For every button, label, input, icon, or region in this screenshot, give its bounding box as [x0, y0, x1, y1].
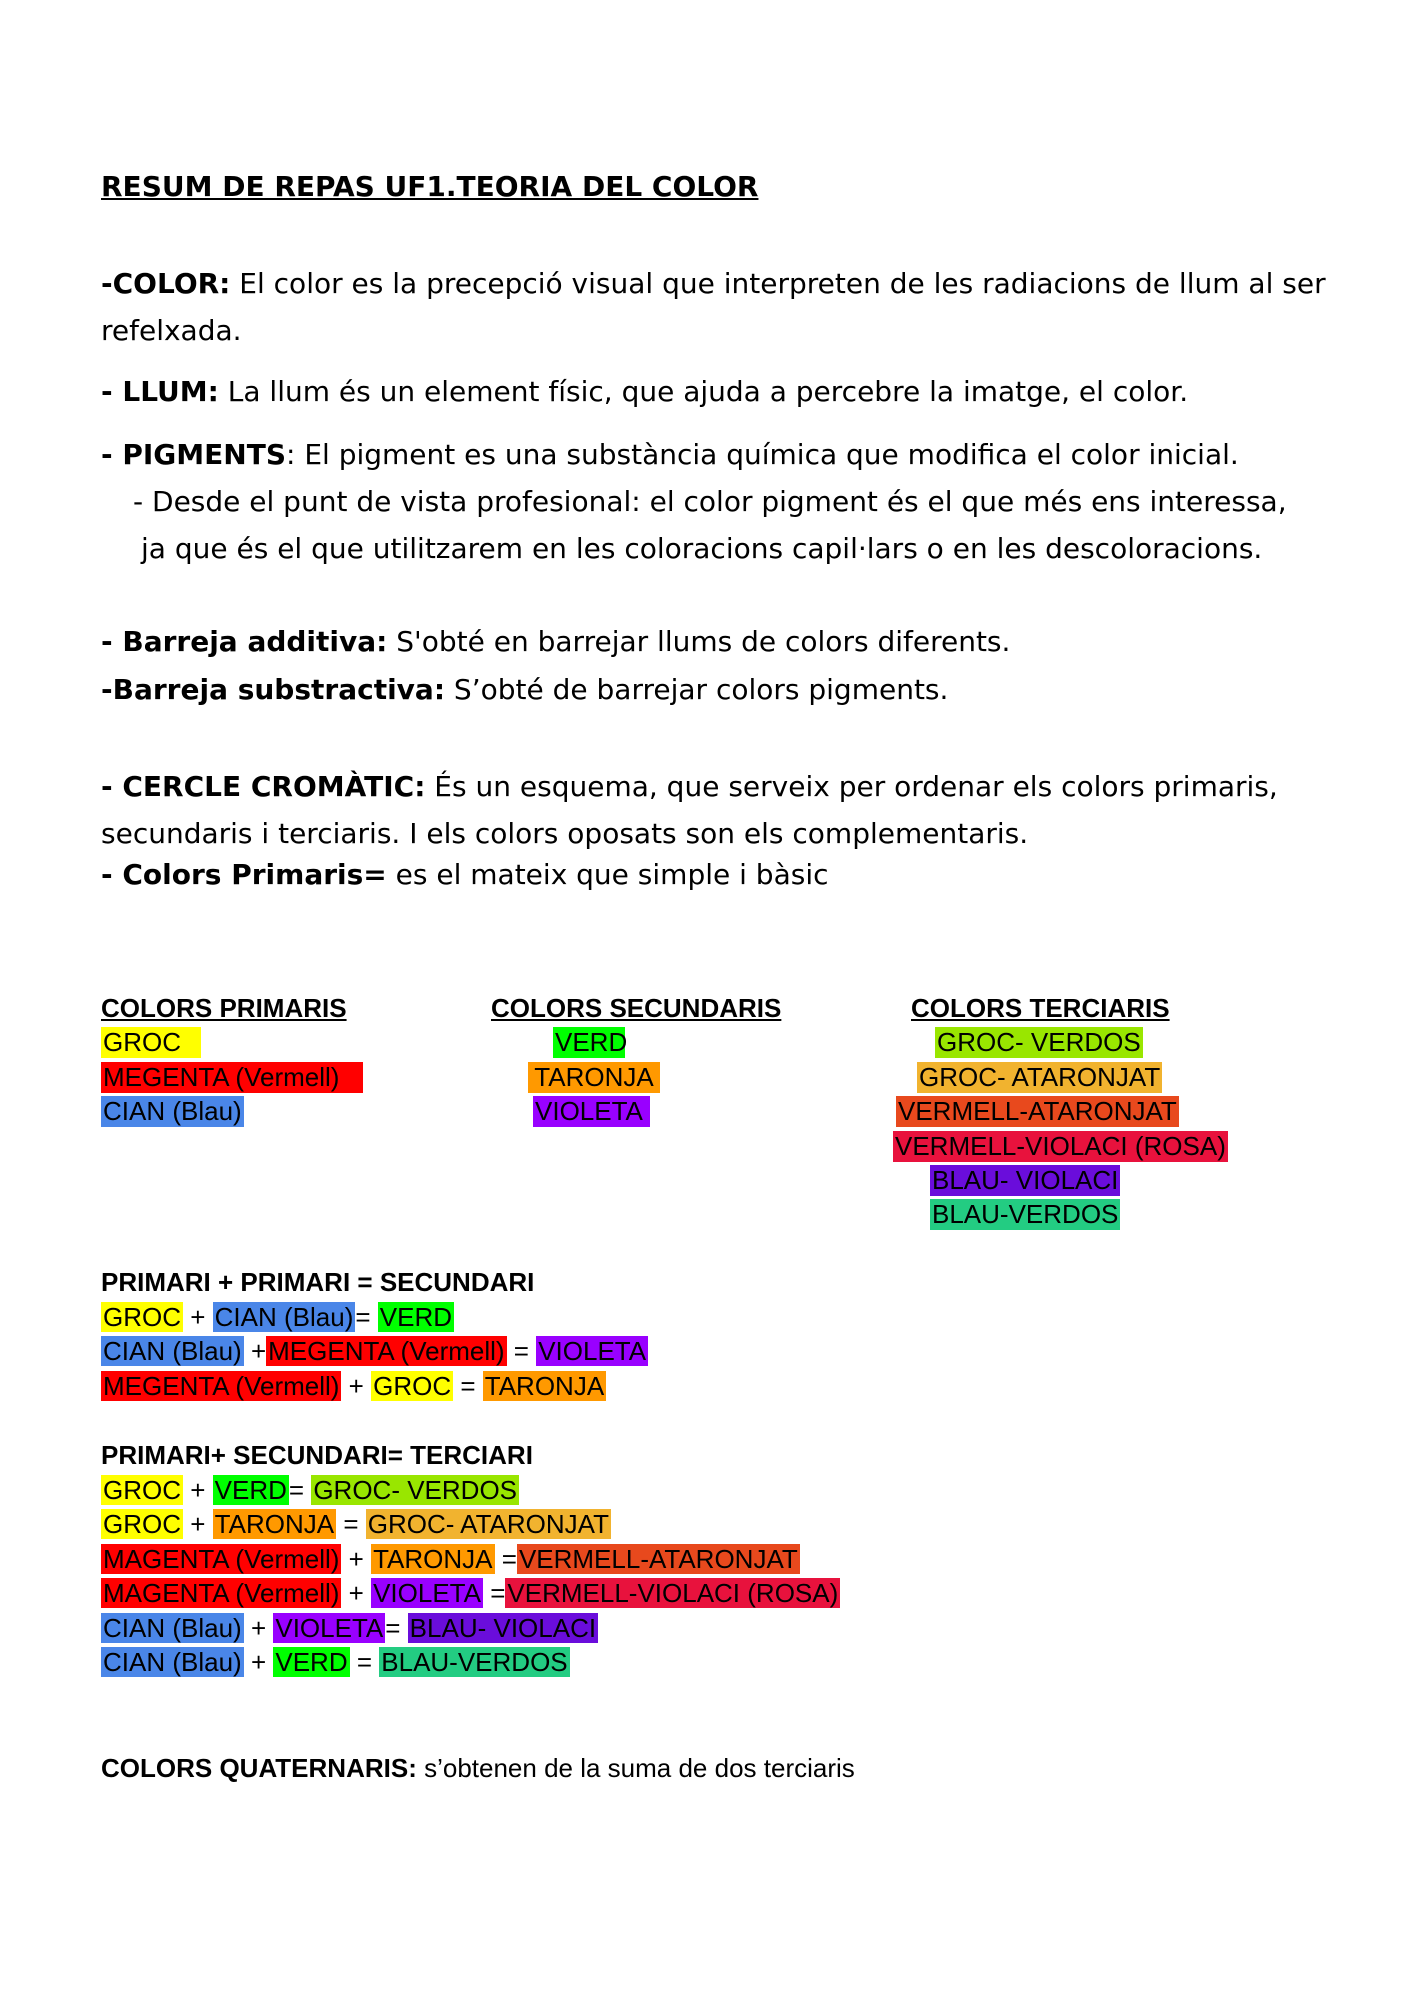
terciaris-header: COLORS TERCIARIS [911, 993, 1170, 1023]
primary-color-item: GROC [101, 1027, 201, 1058]
color-chip: TARONJA [484, 1371, 605, 1401]
pst-equation-row [101, 1475, 519, 1506]
cercle-text: És un esquema, que serveix per ordenar els colors primaris, secundaris i terciaris. I els colors oposats son els complementaris. [101, 770, 1278, 850]
color-chip: MAGENTA (Vermell) [103, 1578, 340, 1608]
equals-sign: = [355, 1302, 371, 1332]
substractiva-label: -Barreja substractiva: [101, 673, 446, 706]
color-chip: MEGENTA (Vermell) [268, 1336, 505, 1366]
tertiary-color-item: BLAU-VERDOS [932, 1199, 1119, 1229]
pst-equation-row [101, 1544, 800, 1575]
primaris-text: es el mateix que simple i bàsic [386, 858, 829, 891]
equals-sign: = [288, 1475, 305, 1505]
substractiva-text: S’obté de barrejar colors pigments. [445, 673, 949, 706]
pst-header: PRIMARI+ SECUNDARI= TERCIARI [101, 1440, 533, 1470]
color-chip: VERD [214, 1475, 287, 1505]
color-chip: GROC [103, 1302, 181, 1332]
pst-equation-row [101, 1509, 611, 1540]
equals-sign: = [385, 1613, 401, 1643]
plus-sign: + [348, 1544, 364, 1574]
tertiary-color-item: GROC- VERDOS [937, 1027, 1141, 1057]
color-chip: VERD [379, 1302, 453, 1332]
equals-sign: = [490, 1578, 506, 1608]
color-text: El color es la precepció visual que interpreten de les radiacions de llum al ser refelxada. [101, 267, 1326, 347]
plus-sign: + [190, 1509, 206, 1539]
color-chip: MAGENTA (Vermell) [103, 1544, 340, 1574]
color-chip: VERMELL-ATARONJAT [518, 1544, 798, 1574]
color-chip: VIOLETA [373, 1578, 481, 1608]
plus-sign: + [250, 1336, 267, 1366]
equals-sign: = [513, 1336, 529, 1366]
plus-sign: + [348, 1371, 364, 1401]
pigments-subpoint-1: - Desde el punt de vista profesional: el color pigment és el que més ens interessa, [133, 485, 1287, 518]
equals-sign: = [343, 1509, 359, 1539]
additiva-text: S'obté en barrejar llums de colors diferents. [387, 625, 1011, 658]
color-chip: GROC- VERDOS [313, 1475, 518, 1505]
ps-header: PRIMARI + PRIMARI = SECUNDARI [101, 1267, 535, 1297]
page-title: RESUM DE REPAS UF1.TEORIA DEL COLOR [101, 170, 759, 203]
secondary-color-item: VERD [555, 1027, 628, 1057]
color-definition [101, 260, 1361, 354]
tertiary-color-item: GROC- ATARONJAT [919, 1062, 1161, 1092]
color-chip: GROC [373, 1371, 452, 1401]
primaris-label: - Colors Primaris= [101, 858, 387, 891]
equals-sign: = [356, 1647, 373, 1677]
color-chip: TARONJA [373, 1544, 493, 1574]
ps-equation-row [101, 1336, 648, 1367]
secondary-color-item: TARONJA [528, 1062, 660, 1093]
color-chip: VIOLETA [275, 1613, 384, 1643]
secondary-color-item: VIOLETA [533, 1096, 650, 1127]
color-chip: MEGENTA (Vermell) [103, 1371, 340, 1401]
plus-sign: + [250, 1613, 267, 1643]
color-chip: VIOLETA [538, 1336, 647, 1366]
equals-sign: = [501, 1544, 517, 1574]
color-chip: CIAN (Blau) [103, 1647, 242, 1677]
color-chip: GROC- ATARONJAT [367, 1509, 609, 1539]
plus-sign: + [348, 1578, 364, 1608]
quaternaris-label: COLORS QUATERNARIS: [101, 1753, 417, 1783]
llum-definition [101, 375, 1188, 408]
color-chip: CIAN (Blau) [103, 1613, 242, 1643]
primary-color-item: CIAN (Blau) [103, 1096, 242, 1126]
color-chip: GROC [103, 1475, 181, 1505]
additiva-definition [101, 625, 1010, 658]
primary-color-item: MEGENTA (Vermell) [101, 1062, 363, 1093]
pigments-text: : El pigment es una substància química que modifica el color inicial. [285, 438, 1239, 471]
quaternaris-text: s’obtenen de la suma de dos terciaris [416, 1753, 855, 1783]
tertiary-color-item: BLAU- VIOLACI [932, 1165, 1119, 1195]
pigments-definition [101, 438, 1239, 471]
cercle-definition [101, 763, 1371, 857]
cercle-label: - CERCLE CROMÀTIC: [101, 770, 426, 803]
color-label: -COLOR: [101, 267, 231, 300]
primaris-definition [101, 858, 829, 891]
quaternaris-line [101, 1753, 855, 1784]
plus-sign: + [190, 1302, 206, 1332]
color-chip: VERMELL-VIOLACI (ROSA) [507, 1578, 839, 1608]
tertiary-color-item: VERMELL-ATARONJAT [898, 1096, 1177, 1126]
secundaris-header: COLORS SECUNDARIS [491, 993, 782, 1023]
color-chip: CIAN (Blau) [103, 1336, 242, 1366]
color-chip: GROC [103, 1509, 181, 1539]
equals-sign: = [460, 1371, 476, 1401]
primaris-header: COLORS PRIMARIS [101, 993, 347, 1023]
pigments-label: - PIGMENTS [101, 438, 286, 471]
color-chip: BLAU- VIOLACI [409, 1613, 597, 1643]
color-chip: VERD [275, 1647, 348, 1677]
pst-equation-row [101, 1647, 570, 1678]
llum-label: - LLUM: [101, 375, 219, 408]
plus-sign: + [190, 1475, 206, 1505]
plus-sign: + [250, 1647, 267, 1677]
pigments-subpoint-2: ja que és el que utilitzarem en les coloracions capil·lars o en les descoloracions. [141, 532, 1263, 565]
ps-equation-row [101, 1302, 454, 1333]
color-chip: TARONJA [214, 1509, 335, 1539]
pst-equation-row [101, 1613, 598, 1644]
pst-equation-row [101, 1578, 840, 1609]
color-chip: BLAU-VERDOS [381, 1647, 568, 1677]
tertiary-color-item: VERMELL-VIOLACI (ROSA) [895, 1131, 1226, 1161]
color-chip: CIAN (Blau) [214, 1302, 354, 1332]
additiva-label: - Barreja additiva: [101, 625, 388, 658]
llum-text: La llum és un element físic, que ajuda a percebre la imatge, el color. [218, 375, 1189, 408]
ps-equation-row [101, 1371, 606, 1402]
substractiva-definition [101, 673, 948, 706]
